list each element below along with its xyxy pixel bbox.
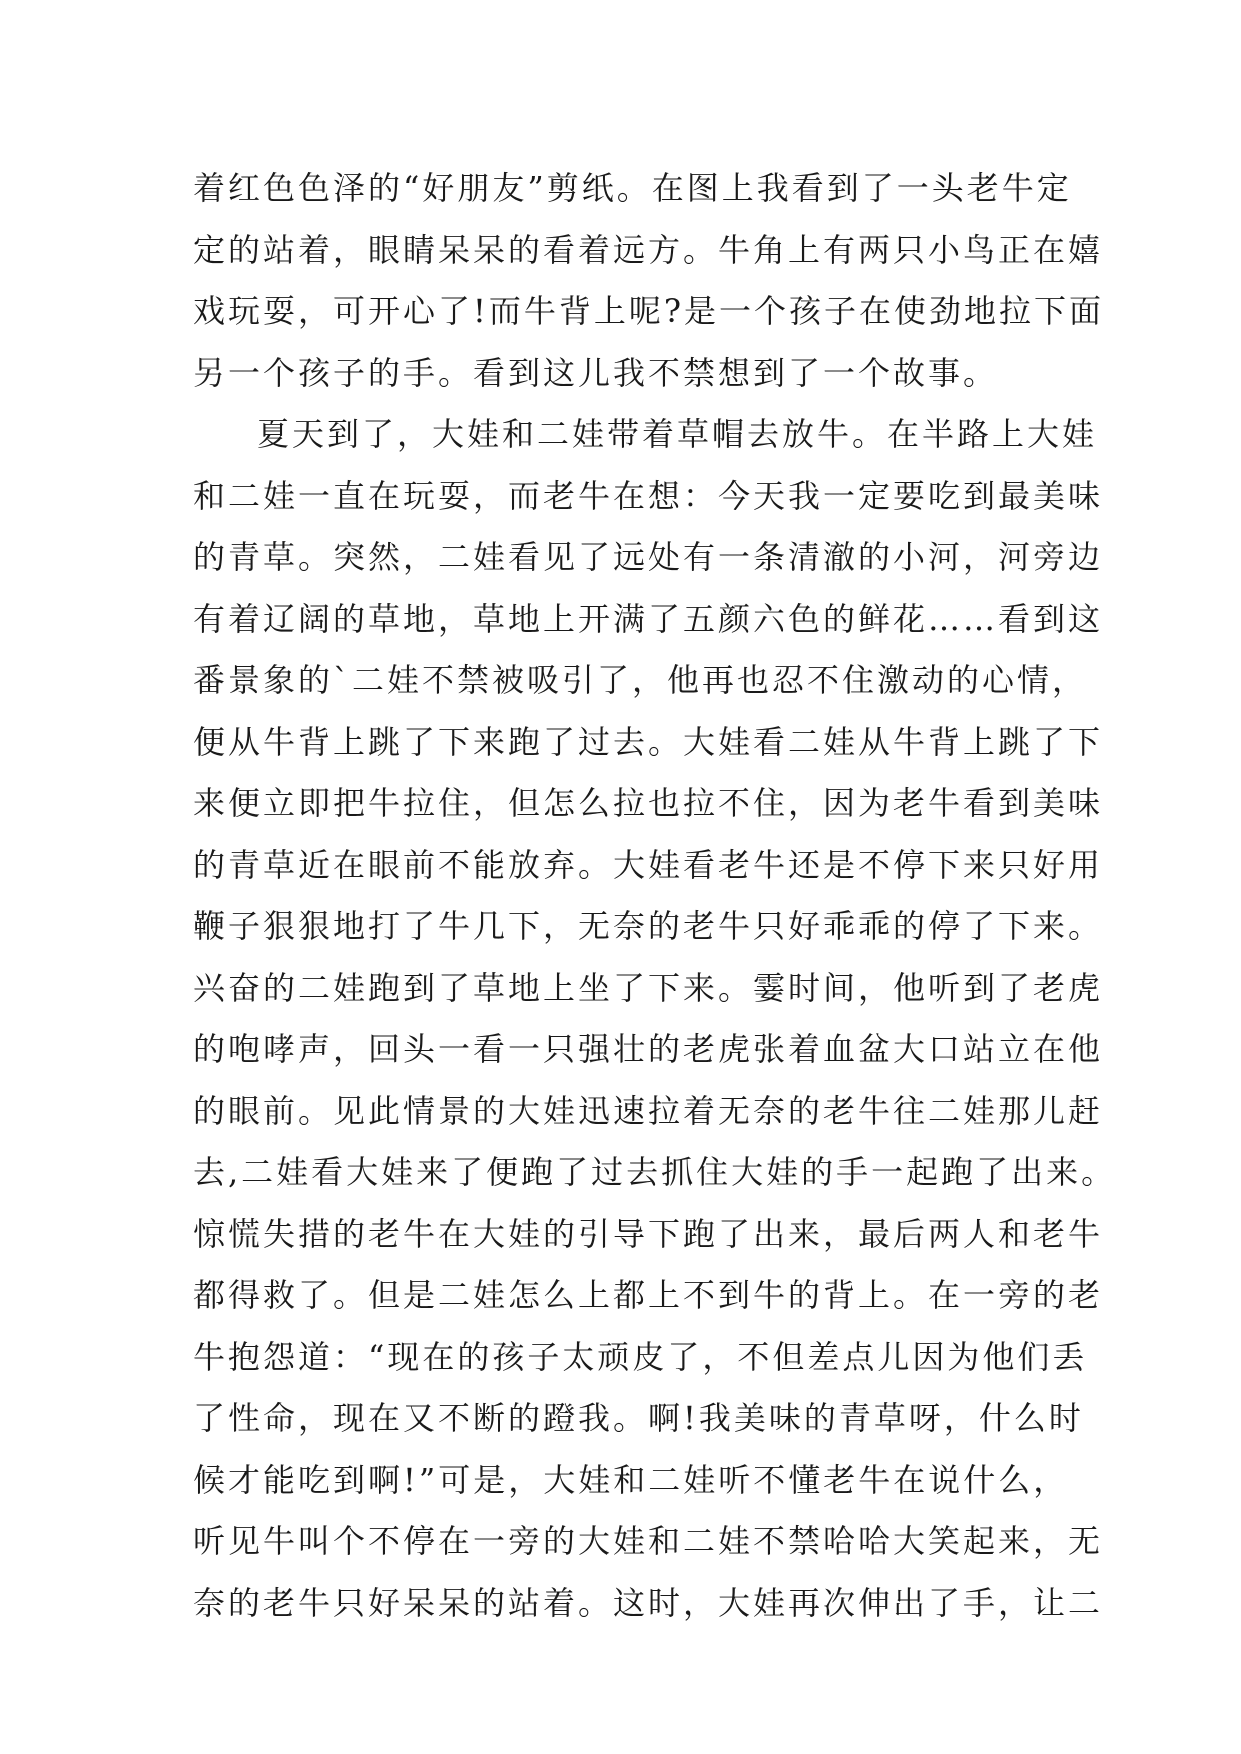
text-line: 的青草近在眼前不能放弃。大娃看老牛还是不停下来只好用 <box>193 845 1104 884</box>
text-line: 便从牛背上跳了下来跑了过去。大娃看二娃从牛背上跳了下 <box>193 722 1104 761</box>
text-line: 另一个孩子的手。看到这儿我不禁想到了一个故事。 <box>193 353 999 392</box>
text-line: 有着辽阔的草地，草地上开满了五颜六色的鲜花……看到这 <box>193 599 1104 638</box>
text-line: 着红色色泽的“好朋友”剪纸。在图上我看到了一头老牛定 <box>193 169 1072 207</box>
text-line: 牛抱怨道：“现在的孩子太顽皮了，不但差点儿因为他们丢 <box>193 1337 1088 1376</box>
text-line: 的眼前。见此情景的大娃迅速拉着无奈的老牛往二娃那儿赶 <box>193 1091 1104 1130</box>
paragraph-start-line: 夏天到了，大娃和二娃带着草帽去放牛。在半路上大娃 <box>257 415 1098 453</box>
text-line: 鞭子狠狠地打了牛几下，无奈的老牛只好乖乖的停了下来。 <box>193 907 1104 945</box>
text-line: 去,二娃看大娃来了便跑了过去抓住大娃的手一起跑了出来。 <box>193 1153 1117 1191</box>
text-line: 的咆哮声，回头一看一只强壮的老虎张着血盆大口站立在他 <box>193 1030 1104 1068</box>
text-line: 来便立即把牛拉住，但怎么拉也拉不住，因为老牛看到美味 <box>193 784 1104 822</box>
text-line: 惊慌失措的老牛在大娃的引导下跑了出来，最后两人和老牛 <box>193 1214 1104 1253</box>
text-line: 的青草。突然，二娃看见了远处有一条清澈的小河，河旁边 <box>193 538 1104 576</box>
text-line: 候才能吃到啊!”可是，大娃和二娃听不懂老牛在说什么， <box>193 1460 1069 1499</box>
text-line: 定的站着，眼睛呆呆的看着远方。牛角上有两只小鸟正在嬉 <box>193 230 1104 269</box>
text-line: 和二娃一直在玩耍，而老牛在想：今天我一定要吃到最美味 <box>193 476 1104 515</box>
text-line: 了性命，现在又不断的蹬我。啊!我美味的青草呀，什么时 <box>193 1399 1084 1437</box>
text-line: 兴奋的二娃跑到了草地上坐了下来。霎时间，他听到了老虎 <box>193 968 1104 1007</box>
text-line: 听见牛叫个不停在一旁的大娃和二娃不禁哈哈大笑起来，无 <box>193 1522 1104 1560</box>
text-line: 戏玩耍，可开心了!而牛背上呢?是一个孩子在使劲地拉下面 <box>193 292 1105 330</box>
text-line: 番景象的`二娃不禁被吸引了，他再也忍不住激动的心情， <box>193 661 1088 699</box>
text-line: 奈的老牛只好呆呆的站着。这时，大娃再次伸出了手，让二 <box>193 1583 1104 1622</box>
body-text <box>193 158 1117 1634</box>
text-line: 都得救了。但是二娃怎么上都上不到牛的背上。在一旁的老 <box>193 1276 1104 1314</box>
